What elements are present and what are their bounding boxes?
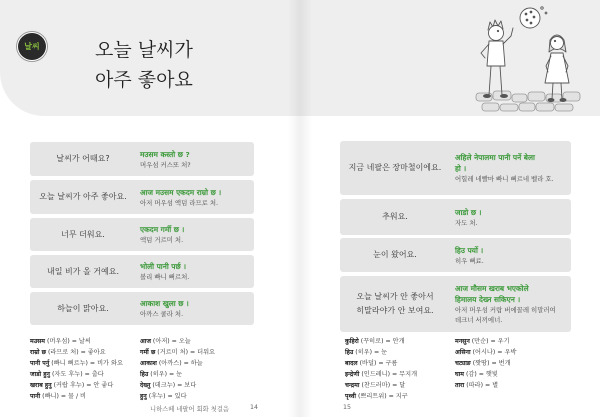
vocab-item (140, 336, 215, 347)
nepali-block (136, 187, 221, 208)
phrase-card (340, 199, 571, 235)
phrase-card (30, 142, 254, 176)
pronunciation: 아저 머우섬 액덤 라므로 처. (140, 198, 219, 207)
vocab-item (345, 391, 417, 402)
vocab-word: कुहिरो (345, 338, 359, 345)
vocab-item (30, 391, 123, 402)
vocab-column (455, 336, 516, 391)
korean-phrase-line: 오늘 날씨가 아주 좋아요. (39, 192, 127, 201)
korean-phrase-line: 너무 더워요. (61, 229, 105, 239)
korean-phrase-line: 날씨가 어때요? (56, 154, 110, 163)
korean-phrase-line: 눈이 왔어요. (373, 250, 417, 259)
vocab-word: हिउ (345, 349, 354, 356)
vocab-gloss: (빠니) = 물 / 비 (42, 393, 87, 400)
vocab-word: चन्द्रमा (345, 382, 360, 389)
korean-phrase-line: 오늘 날씨가 안 좋아서 (356, 292, 434, 301)
vocab-item (140, 380, 215, 391)
vocab-item (345, 369, 417, 380)
nepali-phrase: आज मउसम एकदम राम्रो छ । (140, 187, 222, 197)
vocab-item (345, 380, 417, 391)
vocab-item (140, 369, 215, 380)
vocab-word: आकाश (140, 360, 157, 367)
vocab-word: राम्रो छ (30, 349, 46, 356)
vocab-gloss: (짯땅) = 번개 (472, 360, 511, 367)
vocab-item (455, 336, 516, 347)
vocab-item (455, 380, 516, 391)
vocab-gloss: (거르미 처) = 더워요 (157, 349, 216, 356)
vocab-word: देख्नु (140, 382, 151, 389)
vocab-word: इन्द्रेणी (345, 371, 360, 378)
korean-phrase-line: 내일 비가 올 거예요. (47, 266, 119, 276)
footer-book-title: 니하스떼 네팔어 회화 첫걸음 (150, 406, 229, 413)
phrase-card (340, 238, 571, 272)
woman-figure (545, 35, 569, 102)
vocab-gloss: (자도 후누) = 춥다 (51, 371, 104, 378)
nepali-phrase: हिउ पर्यो । (455, 245, 484, 255)
pronunciation: 머우섬 커스또 처? (140, 160, 191, 169)
vocab-gloss: (바덜) = 구름 (359, 360, 398, 367)
vocab-word: असिना (455, 349, 471, 356)
vocab-word: घाम (455, 371, 464, 378)
nepali-block (136, 298, 189, 319)
page-title (95, 35, 193, 95)
vocab-item (455, 369, 516, 380)
korean-phrase (340, 161, 450, 175)
korean-phrase (30, 228, 136, 242)
vocab-word: खराब हुनु (30, 382, 52, 389)
vocab-item (345, 358, 417, 369)
vocab-gloss: (만순) = 우기 (471, 338, 510, 345)
vocab-gloss: (찬드러마) = 달 (361, 382, 406, 389)
vocab-gloss: (감) = 햇빛 (465, 371, 498, 378)
nepali-block (136, 224, 184, 245)
topic-badge: 날씨 (17, 32, 47, 61)
korean-phrase (30, 302, 136, 316)
korean-phrase (340, 290, 450, 318)
korean-phrase (30, 265, 136, 279)
korean-phrase (30, 190, 136, 204)
vocab-item (140, 358, 215, 369)
pronunciation: 데크너 서끼에너. (455, 316, 503, 324)
phrase-card (30, 180, 254, 214)
vocab-word: मनसुन (455, 338, 470, 345)
vocab-word: पृथ्वी (345, 393, 356, 400)
korean-phrase (340, 248, 450, 262)
nepali-phrase: एकदम गर्मी छ । (140, 225, 185, 234)
rain-cloud-icon (520, 7, 547, 28)
vocab-column (30, 336, 123, 402)
phrase-card (340, 141, 571, 195)
book-gutter (288, 0, 312, 417)
pronunciation: 어힐레 네빨마 빠니 뻐르네 벨라 호. (455, 175, 554, 183)
nepali-block (450, 152, 554, 184)
vocab-item (345, 336, 417, 347)
vocab-word: पानी (30, 393, 41, 400)
vocab-word: तारा (455, 382, 465, 389)
vocab-item (30, 336, 123, 347)
vocab-gloss: (후누) = 있다 (148, 393, 187, 400)
vocab-item (30, 347, 123, 358)
vocab-column (140, 336, 215, 402)
nepali-block (136, 261, 189, 282)
vocab-word: हिउ (140, 371, 149, 378)
vocab-item (345, 347, 417, 358)
nepali-block (450, 283, 556, 325)
vocab-gloss: (라므로 처) = 좋아요 (47, 349, 106, 356)
vocab-item (140, 347, 215, 358)
vocab-item (30, 358, 123, 369)
vocab-item (455, 347, 516, 358)
phrase-card (340, 276, 571, 332)
vocab-word: जाडो हुनु (30, 371, 50, 378)
vocab-item (455, 358, 516, 369)
nepali-phrase: अहिले नेपालमा पानी पर्ने बेला (455, 153, 535, 162)
vocab-item (30, 369, 123, 380)
vocab-word: चट्याङ (455, 360, 471, 367)
vocab-gloss: (꾸히로) = 안개 (360, 338, 405, 345)
vocab-gloss: (빠니 뻐르누) = 비가 와요 (51, 360, 123, 367)
nepali-phrase: हो । (455, 164, 467, 173)
korean-phrase (30, 152, 136, 166)
korean-phrase-line: 히말라야가 안 보여요. (356, 306, 434, 315)
vocab-gloss: (히우) = 눈 (150, 371, 183, 378)
pronunciation: 히우 뻐료. (455, 256, 484, 265)
vocab-word: गर्मी छ (140, 349, 156, 356)
pronunciation: 아저 머우섬 커랍 버에꼴레 히말러여 (455, 306, 556, 314)
vocab-gloss: (아저) = 오늘 (152, 338, 191, 345)
vocab-gloss: (인드레니) = 무지개 (361, 371, 418, 378)
vocab-gloss: (데크누) = 보다 (152, 382, 197, 389)
vocab-word: पानी पर्नु (30, 360, 50, 367)
pronunciation: 액덤 거르미 처. (140, 236, 184, 244)
page-title-line: 오늘 날씨가 (95, 39, 193, 61)
korean-phrase-line: 하늘이 맑아요. (57, 303, 109, 313)
vocab-word: मउसम (30, 338, 45, 345)
pronunciation: 자도 처. (455, 218, 478, 227)
pronunciation: 볼리 빠니 뻐르처. (140, 273, 190, 281)
vocab-gloss: (어시나) = 우박 (472, 349, 517, 356)
pronunciation: 아까스 쿨라 처. (140, 310, 184, 318)
korean-phrase-line: 지금 네팔은 장마철이에요. (348, 163, 442, 172)
vocab-gloss: (히우) = 눈 (355, 349, 388, 356)
vocab-word: आज (140, 338, 151, 345)
nepali-phrase: आज मौसम खराब भएकोले (455, 284, 529, 293)
vocab-gloss: (따라) = 별 (466, 382, 499, 389)
vocab-gloss: (쁘리트위) = 지구 (357, 393, 408, 400)
nepali-phrase: हिमालय देख्न सकिएन । (455, 295, 521, 304)
man-figure (481, 20, 513, 98)
nepali-phrase: आकाश खुला छ । (140, 299, 189, 308)
vocab-word: बादल (345, 360, 358, 367)
page-number: 15 (343, 404, 352, 411)
korean-phrase (340, 210, 450, 224)
nepali-phrase: मउसम कस्तो छ ? (140, 149, 190, 159)
nepali-block (136, 149, 191, 170)
phrase-card (30, 292, 254, 325)
vocab-gloss: (머우섬) = 날씨 (46, 338, 91, 345)
vocab-gloss: (커랍 후누) = 안 좋다 (53, 382, 114, 389)
korean-phrase-line: 추워요. (382, 212, 408, 221)
vocab-item (30, 380, 123, 391)
vocab-column (345, 336, 417, 402)
phrase-card (30, 218, 254, 251)
phrase-card (30, 255, 254, 288)
vocab-item (140, 391, 215, 402)
nepali-phrase: जाडो छ । (455, 207, 482, 217)
nepali-block (450, 245, 484, 266)
nepali-phrase: भोली पानी पर्छ । (140, 262, 187, 271)
nepali-block (450, 207, 481, 228)
vocab-gloss: (아까스) = 하늘 (158, 360, 203, 367)
page-title-line: 아주 좋아요 (95, 69, 193, 91)
page-number: 14 (250, 404, 259, 411)
vocab-word: हुनु (140, 393, 147, 400)
weather-scene-illustration (462, 0, 587, 116)
